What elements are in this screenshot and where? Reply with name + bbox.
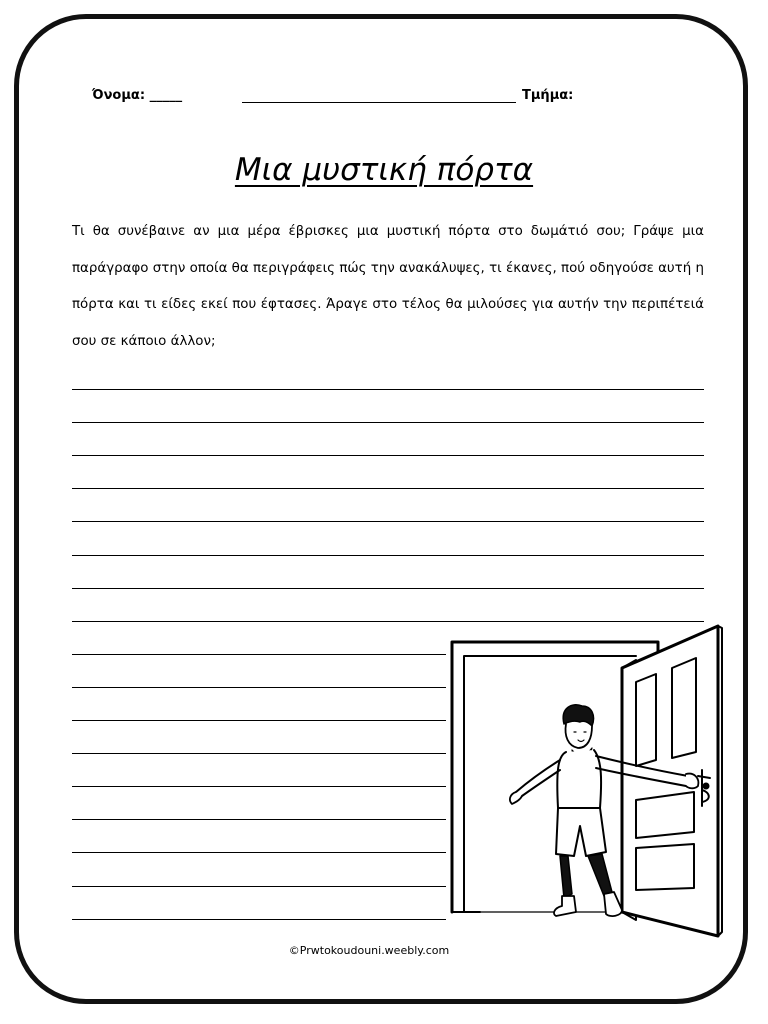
writing-line[interactable] [72, 521, 704, 522]
writing-line[interactable] [72, 753, 446, 754]
writing-line[interactable] [72, 919, 446, 920]
footer-copyright: ©Prwtokoudouni.weebly.com [288, 944, 450, 957]
name-label: Όνομα: _____ [92, 88, 183, 103]
writing-line[interactable] [72, 555, 704, 556]
boy-opening-door-illustration [440, 620, 740, 940]
writing-line[interactable] [72, 654, 446, 655]
writing-line[interactable] [72, 852, 446, 853]
class-label: Τμήμα: [522, 88, 574, 103]
writing-line[interactable] [72, 389, 704, 390]
writing-prompt: Τι θα συνέβαινε αν μια μέρα έβρισκες μια μυστική πόρτα στο δωμάτιό σου; Γράψε μια παράγραφο στην οποία θα περιγράφεις πώς την ανακάλυψες, τι έκανες, πού οδηγούσε αυτή η πόρτα και τι είδες εκεί που έφτασες. Άραγε στο τέλος θα μιλούσες για αυτήν την περιπέτειά σου σε κάποιο άλλον; [72, 224, 704, 349]
writing-line[interactable] [72, 819, 446, 820]
writing-line[interactable] [72, 455, 704, 456]
page-title: Μια μυστική πόρτα [234, 152, 534, 188]
writing-line[interactable] [72, 886, 446, 887]
writing-line[interactable] [72, 786, 446, 787]
writing-line[interactable] [72, 422, 704, 423]
writing-line[interactable] [72, 720, 446, 721]
writing-line[interactable] [72, 488, 704, 489]
writing-line[interactable] [72, 588, 704, 589]
writing-line[interactable] [72, 687, 446, 688]
